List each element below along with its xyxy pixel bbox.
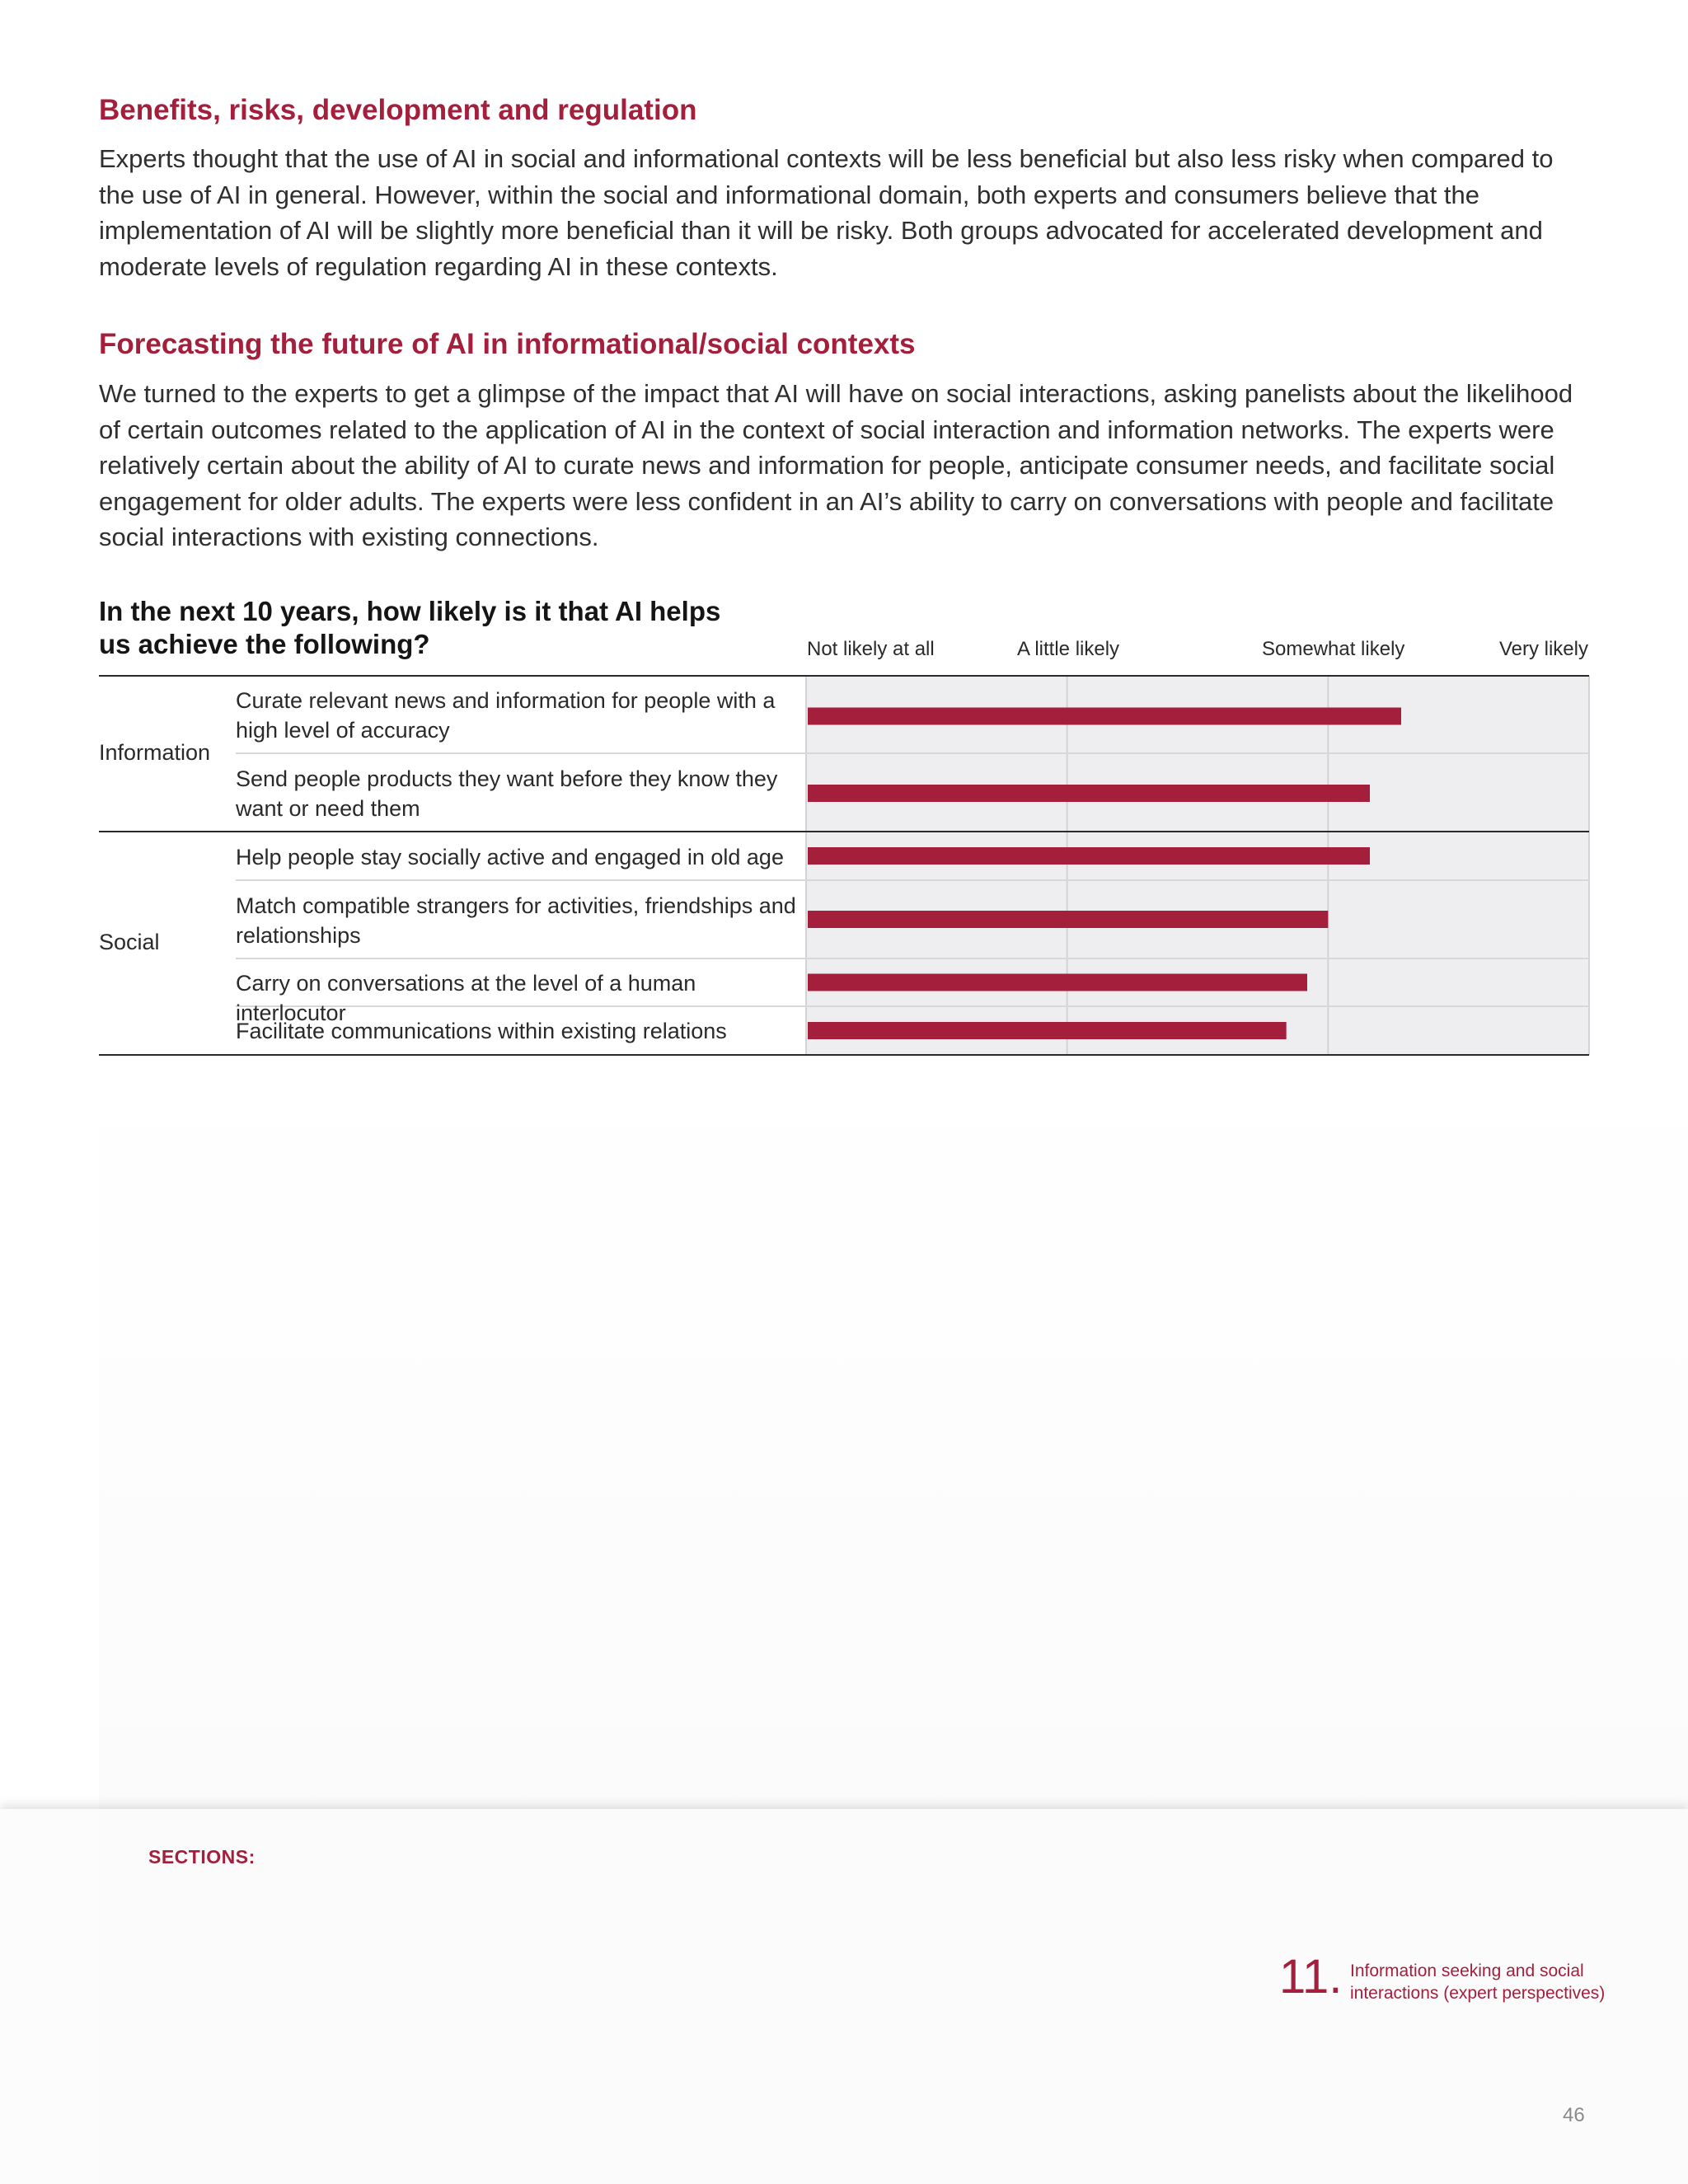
section-number[interactable]: 11. (1279, 1950, 1343, 2004)
heading-benefits-risks: Benefits, risks, development and regulation (99, 94, 697, 126)
page-background-shade (99, 1055, 1688, 1813)
row-label-send-products: Send people products they want before they know they want or need them (236, 766, 778, 821)
bar-social-1 (808, 847, 1370, 865)
paragraph-benefits-risks: Experts thought that the use of AI in social and informational contexts will be less beneficial but also less risky when compared to the use of AI in general. However, within the social and informational domain, both experts and consumers believe that the implementation of AI will be slightly more beneficial than it will be risky. Both groups advocated for accelerated development and moderate levels of regulation regarding AI in these contexts. (99, 144, 1554, 281)
scale-label-very-likely: Very likely (1498, 638, 1588, 660)
group-label-social: Social (99, 930, 160, 954)
bar-social-3 (808, 974, 1307, 991)
row-label-match-strangers: Match compatible strangers for activities, friendships and relationships (236, 893, 796, 948)
plot-background (806, 676, 1589, 1055)
scale-label-somewhat-likely: Somewhat likely (1262, 638, 1405, 660)
row-label-carry-conversations: Carry on conversations at the level of a human interlocutor (236, 971, 696, 1025)
scale-label-little-likely: A little likely (1017, 638, 1120, 660)
page-number: 46 (1563, 2104, 1585, 2126)
section-link-title[interactable]: Information seeking and social interactions (expert perspectives) (1350, 1961, 1606, 2003)
row-label-curate-news: Curate relevant news and information for people with a high level of accuracy (236, 688, 776, 743)
scale-label-not-likely: Not likely at all (807, 638, 935, 660)
bar-information-1 (808, 708, 1401, 725)
row-label-socially-active: Help people stay socially active and engaged in old age (236, 845, 784, 869)
heading-forecasting: Forecasting the future of AI in informational/social contexts (99, 328, 916, 360)
sections-label: SECTIONS: (148, 1846, 256, 1868)
group-label-information: Information (99, 740, 211, 765)
chart-title: In the next 10 years, how likely is it that AI helps us achieve the following? (99, 596, 721, 659)
row-label-facilitate-communications: Facilitate communications within existing relations (236, 1019, 727, 1043)
paragraph-forecasting: We turned to the experts to get a glimpse of the impact that AI will have on social interactions, asking panelists about the likelihood of certain outcomes related to the application of AI in the context of social interaction and information networks. The experts were relatively certain about the ability of AI to curate news and information for people, anticipate consumer needs, and facilitate social engagement for older adults. The experts were less confident in an AI’s ability to carry on conversations with people and facilitate social interactions with existing connections. (99, 379, 1573, 551)
bar-social-2 (808, 911, 1328, 928)
bar-social-4 (808, 1022, 1287, 1039)
bar-information-2 (808, 785, 1370, 802)
